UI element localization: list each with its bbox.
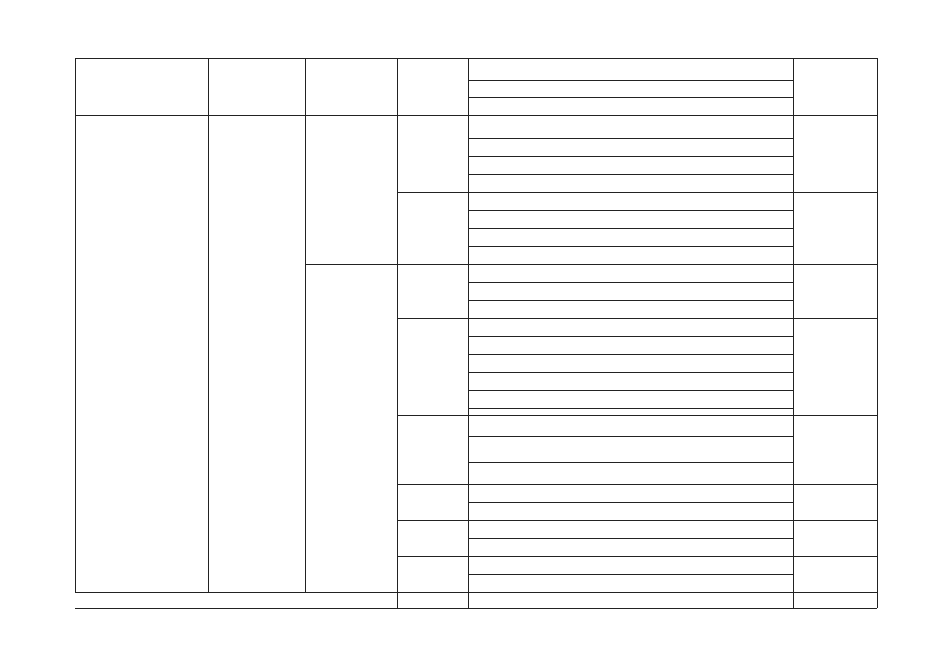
check-row xyxy=(468,520,793,538)
check-row xyxy=(468,120,793,138)
check-row xyxy=(468,336,793,354)
table-rule xyxy=(468,282,793,283)
basis-standard xyxy=(797,58,873,115)
basis-standard xyxy=(797,520,873,556)
table-rule xyxy=(468,80,793,81)
table-rule xyxy=(468,408,793,409)
check-row xyxy=(468,246,793,264)
check-row xyxy=(468,97,793,115)
basis-standard xyxy=(797,318,873,415)
table-rule xyxy=(397,58,398,592)
table-rule xyxy=(793,58,794,592)
check-item-name xyxy=(403,520,466,556)
check-item-name xyxy=(403,592,466,608)
check-row xyxy=(468,318,793,336)
table-rule xyxy=(877,58,878,592)
check-item-name xyxy=(403,192,466,264)
check-row xyxy=(468,80,793,97)
table-rule xyxy=(468,300,793,301)
subcategory-label xyxy=(305,115,397,264)
table-rule xyxy=(468,138,793,139)
check-row xyxy=(468,282,793,300)
section-number xyxy=(75,115,208,592)
check-row xyxy=(468,592,793,608)
table-rule xyxy=(75,592,877,593)
subcategory-label xyxy=(305,58,397,115)
table-rule xyxy=(877,592,878,608)
subcategory-label xyxy=(305,264,397,592)
check-row xyxy=(468,556,793,574)
table-rule xyxy=(468,462,793,463)
basis-standard xyxy=(797,556,873,592)
table-rule xyxy=(468,210,793,211)
table-rule xyxy=(397,192,877,193)
basis-standard xyxy=(797,592,873,608)
table-rule xyxy=(397,484,877,485)
table-rule xyxy=(208,58,209,592)
check-row xyxy=(468,192,793,210)
table-rule xyxy=(397,318,877,319)
table-rule xyxy=(468,592,469,608)
table-rule xyxy=(75,608,877,609)
check-item-name xyxy=(403,484,466,520)
basis-standard xyxy=(797,115,873,192)
table-rule xyxy=(468,538,793,539)
check-item-name xyxy=(403,115,466,192)
table-rule xyxy=(305,264,877,265)
basis-standard xyxy=(797,484,873,520)
table-rule xyxy=(468,354,793,355)
table-rule xyxy=(468,336,793,337)
table-rule xyxy=(75,58,76,592)
table-rule xyxy=(468,156,793,157)
table-rule xyxy=(75,115,877,116)
table-rule xyxy=(397,415,877,416)
table-rule xyxy=(468,372,793,373)
table-rule xyxy=(397,520,877,521)
section-category xyxy=(208,58,305,115)
section-category xyxy=(208,115,305,592)
check-row xyxy=(468,538,793,556)
check-row xyxy=(468,58,793,80)
basis-standard xyxy=(797,415,873,484)
check-row xyxy=(468,138,793,156)
table-rule xyxy=(468,246,793,247)
check-row xyxy=(468,264,793,282)
check-row xyxy=(468,408,793,436)
check-row xyxy=(468,210,793,228)
table-rule xyxy=(468,502,793,503)
table-rule xyxy=(75,58,877,59)
check-row xyxy=(468,300,793,318)
basis-standard xyxy=(797,264,873,318)
section-number xyxy=(75,592,208,614)
table-rule xyxy=(468,228,793,229)
check-item-name xyxy=(403,318,466,415)
check-row xyxy=(468,174,793,192)
check-row xyxy=(468,436,793,462)
table-rule xyxy=(468,436,793,437)
check-row xyxy=(468,574,793,592)
check-row xyxy=(468,354,793,372)
table-rule xyxy=(468,174,793,175)
check-row xyxy=(468,390,793,408)
check-row xyxy=(468,372,793,390)
table-rule xyxy=(468,390,793,391)
table-rule xyxy=(468,574,793,575)
check-item-name xyxy=(403,58,466,115)
check-row xyxy=(468,502,793,520)
basis-standard xyxy=(797,192,873,264)
table-rule xyxy=(793,592,794,608)
table-rule xyxy=(305,58,306,592)
check-row xyxy=(468,228,793,246)
section-number xyxy=(75,58,208,115)
table-rule xyxy=(468,97,793,98)
check-row xyxy=(468,484,793,502)
check-row xyxy=(468,462,793,484)
check-item-name xyxy=(403,556,466,592)
section-category xyxy=(208,596,305,612)
table-rule xyxy=(397,556,877,557)
check-item-name xyxy=(403,264,466,318)
check-item-name xyxy=(403,415,466,484)
check-row xyxy=(468,156,793,174)
table-rule xyxy=(397,592,398,608)
